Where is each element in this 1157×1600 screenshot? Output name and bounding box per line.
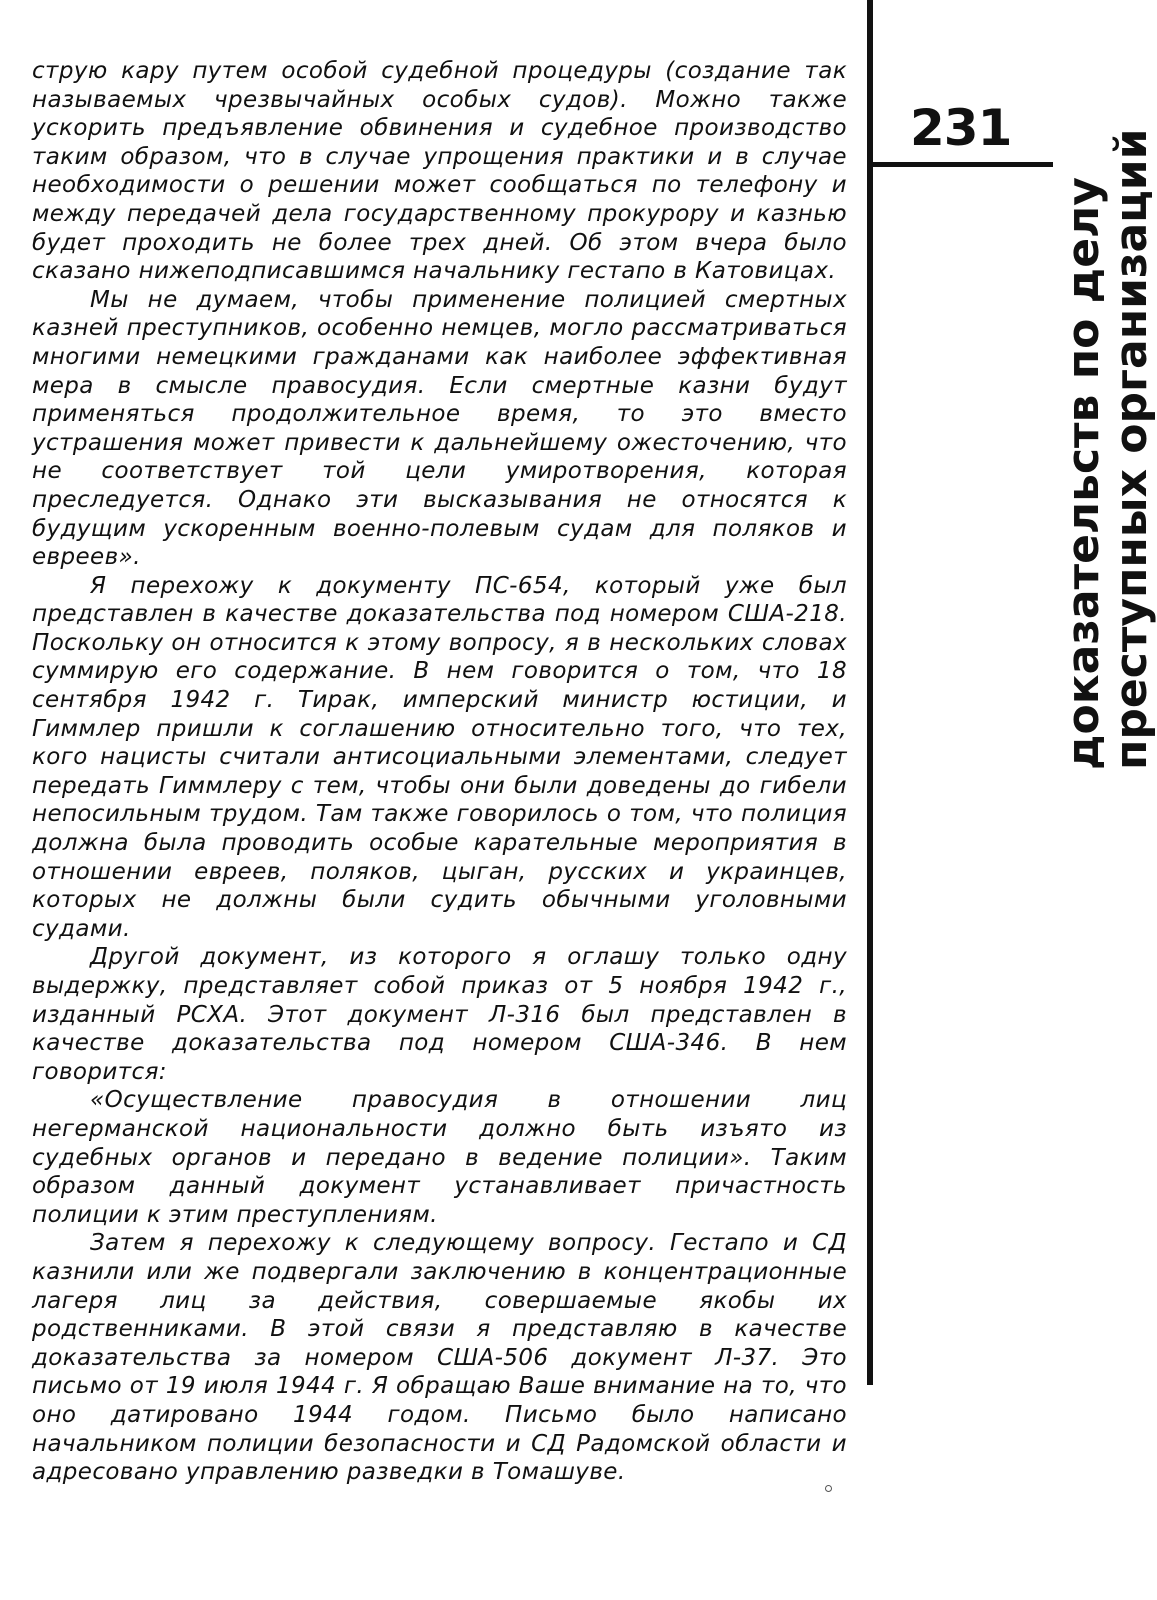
paragraph: Другой документ, из которого я оглашу только одну выдержку, представляет собой приказ от 5 ноября 1942 г., изданный РСХА. Этот документ Л-316 был представлен в качестве доказательства под номером США-346. В нем говорится: — [32, 944, 847, 1085]
running-head-line-2: преступных организаций — [1106, 128, 1157, 770]
running-head-vertical — [1058, 128, 1157, 770]
body-text — [32, 57, 847, 1487]
paragraph-continued: струю кару путем особой судебной процедуры (создание так называемых чрезвычайных особых судов). Можно также ускорить предъявление обвинения и судебное производство таким образом, что в случае упрощения практики и в случае необходимости о решении может сообщаться по телефону и между передачей дела государственному прокурору и казнью будет проходить не более трех дней. Об этом вчера было сказано нижеподписавшимся начальнику гестапо в Катовицах. — [32, 58, 847, 285]
horizontal-rule — [873, 162, 1053, 167]
running-head-line-1: доказательств по делу — [1058, 177, 1109, 770]
paragraph: Мы не думаем, чтобы применение полицией смертных казней преступников, особенно немцев, могло рассматриваться многими немецкими гражданами как наиболее эффективная мера в смысле правосудия. Если смертные казни будут применяться продолжительное время, то это вместо устрашения может привести к дальнейшему ожесточению, что не соответствует той цели умиротворения, которая преследуется. Однако эти высказывания не относятся к будущим ускоренным военно-полевым судам для поляков и евреев». — [32, 286, 847, 571]
page-number: 231 — [910, 99, 1012, 157]
print-speck — [825, 1485, 832, 1492]
quotation-paragraph: «Осуществление правосудия в отношении лиц негерманской национальности должно быть изъято из судебных органов и передано в ведение полиции». Таким образом данный документ устанавливает причастность полиции к этим преступлениям. — [32, 1087, 847, 1228]
paragraph: Затем я перехожу к следующему вопросу. Гестапо и СД казнили или же подвергали заключению в концентрационные лагеря лиц за действия, совершаемые якобы их родственниками. В этой связи я представляю в качестве доказательства за номером США-506 документ Л-37. Это письмо от 19 июля 1944 г. Я обращаю Ваше внимание на то, что оно датировано 1944 годом. Письмо было написано начальником полиции безопасности и СД Радомской области и адресовано управлению разведки в Томашуве. — [32, 1230, 847, 1486]
paragraph: Я перехожу к документу ПС-654, который уже был представлен в качестве доказательства под номером США-218. Поскольку он относится к этому вопросу, я в нескольких словах суммирую его содержание. В нем говорится о том, что 18 сентября 1942 г. Тирак, имперский министр юстиции, и Гиммлер пришли к соглашению относительно того, что тех, кого нацисты считали антисоциальными элементами, следует передать Гиммлеру с тем, чтобы они были доведены до гибели непосильным трудом. Там также говорилось о том, что полиция должна была проводить особые карательные мероприятия в отношении евреев, поляков, цыган, русских и украинцев, которых не должны были судить обычными уголовными судами. — [32, 572, 847, 942]
vertical-rule — [867, 0, 873, 1385]
